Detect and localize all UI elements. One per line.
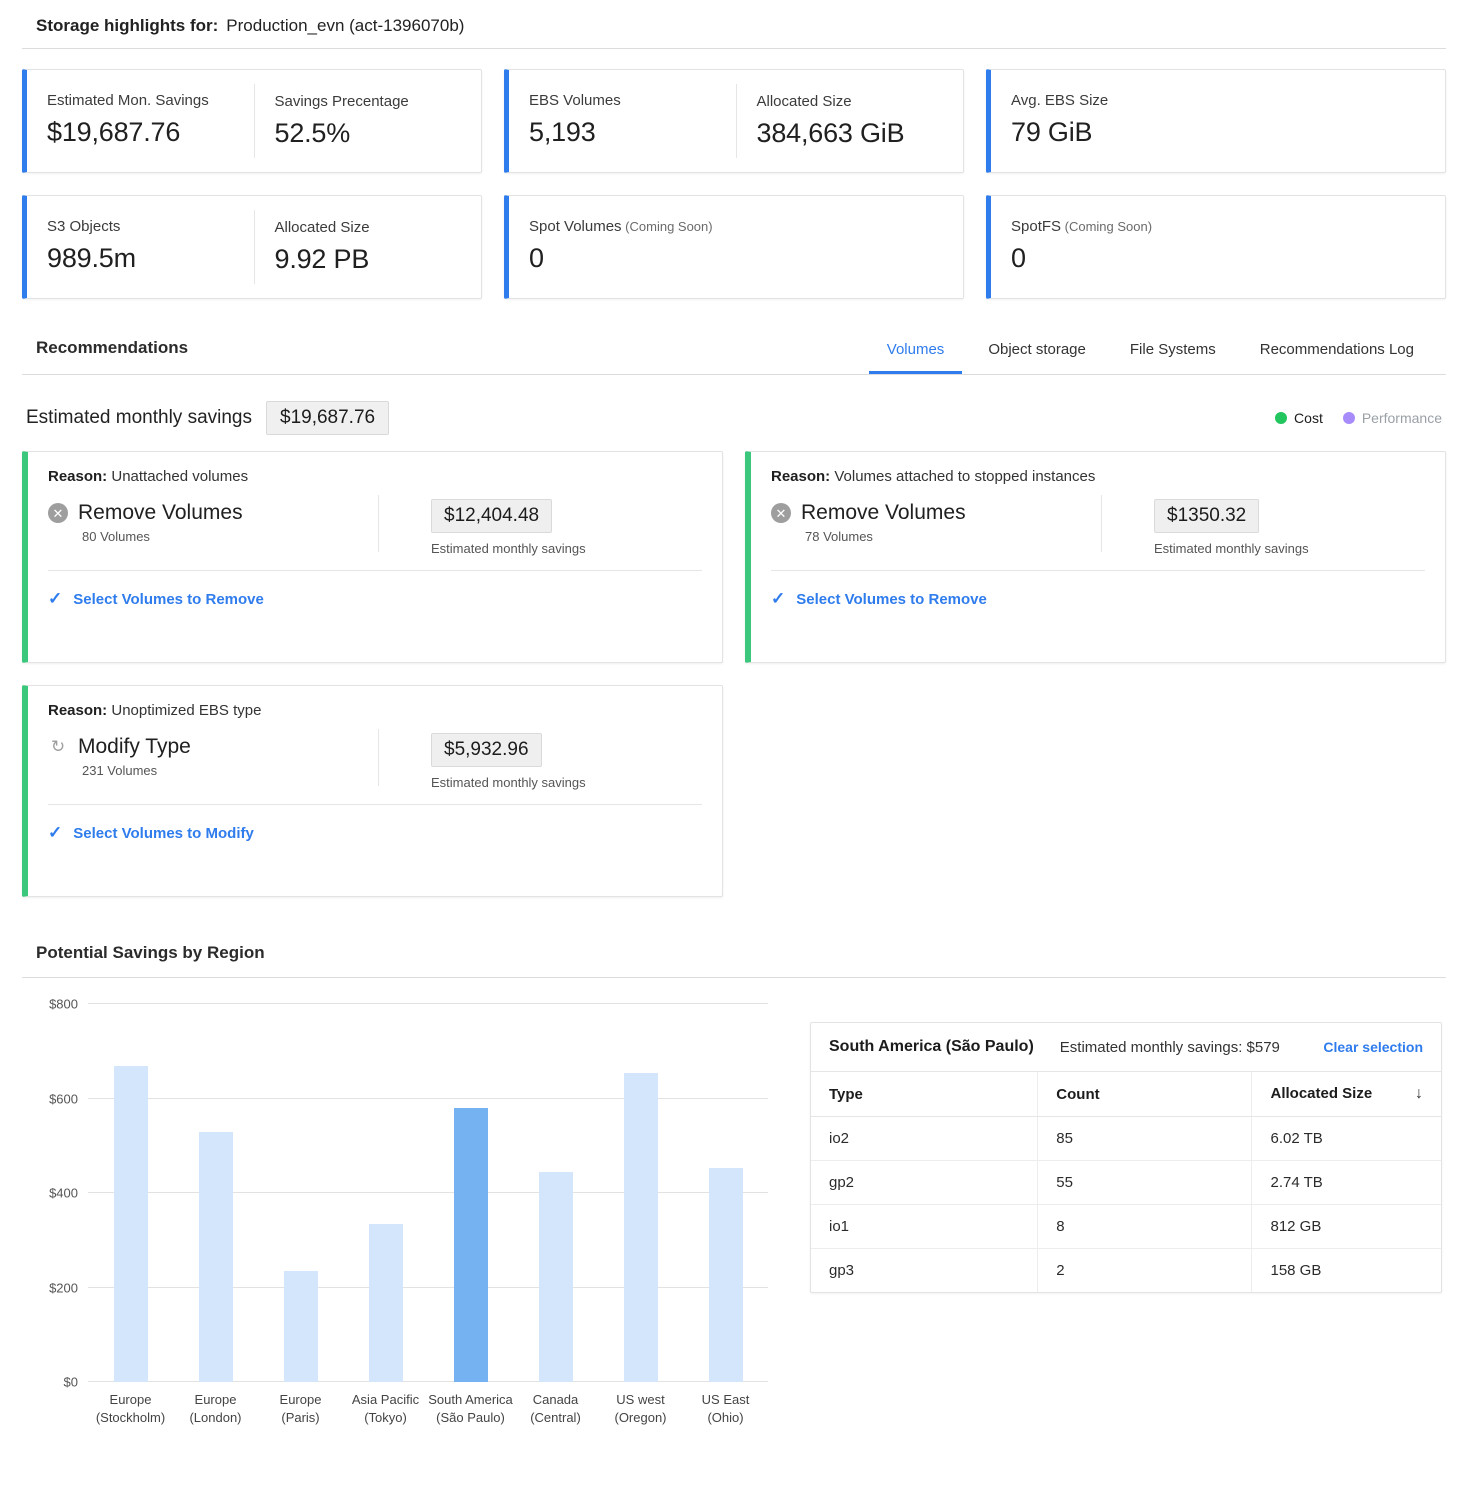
chart-bar-slot[interactable] — [88, 1004, 173, 1382]
remove-circle-icon: ✕ — [771, 503, 791, 523]
recommendation-savings — [379, 491, 702, 556]
cell-type: io1 — [811, 1205, 1038, 1249]
legend-label: Performance — [1361, 410, 1442, 426]
region-section-body — [22, 996, 1446, 1426]
sort-descending-icon[interactable]: ↓ — [1415, 1085, 1423, 1102]
chart-x-tick-label — [88, 1391, 173, 1426]
recommendation-action-title: Modify Type — [78, 735, 191, 758]
recommendation-volume-count: 80 Volumes — [82, 529, 150, 544]
kpi-value: 0 — [1011, 243, 1026, 273]
check-icon: ✓ — [771, 589, 786, 608]
legend-item-performance[interactable] — [1343, 410, 1442, 426]
kpi-value: 0 — [529, 243, 544, 273]
kpi-label: Estimated Mon. Savings — [47, 92, 209, 109]
chart-x-tick-label-line: South America — [428, 1392, 513, 1407]
chart-y-tick-label: $200 — [49, 1280, 78, 1295]
recommendation-select-link[interactable] — [771, 589, 1425, 609]
recommendation-cards — [22, 451, 1446, 897]
chart-x-tick-label-line: (Ohio) — [707, 1409, 744, 1425]
kpi-value: 384,663 GiB — [756, 118, 905, 148]
recommendation-card — [22, 685, 723, 897]
region-details-table — [810, 1022, 1442, 1293]
kpi-value: 989.5m — [47, 243, 136, 273]
region-section-title: Potential Savings by Region — [22, 943, 1446, 978]
kpi-value: 5,193 — [529, 117, 596, 147]
column-header-type[interactable]: Type — [811, 1072, 1038, 1117]
table-row[interactable] — [811, 1205, 1441, 1249]
tab-object-storage[interactable]: Object storage — [988, 341, 1086, 358]
recommendation-savings-amount: $12,404.48 — [431, 499, 552, 533]
chart-y-tick-label: $600 — [49, 1091, 78, 1106]
kpi-label-note: (Coming Soon) — [1061, 219, 1153, 234]
recommendation-select-link-label: Select Volumes to Remove — [796, 590, 987, 608]
remove-circle-icon: ✕ — [48, 503, 68, 523]
recommendation-reason-text: Volumes attached to stopped instances — [830, 468, 1096, 485]
recommendation-savings-amount: $1350.32 — [1154, 499, 1259, 533]
kpi-metric — [254, 210, 482, 284]
recommendation-reason-label: Reason: — [48, 702, 108, 719]
recommendations-tabs — [869, 333, 1432, 374]
chart-x-tick-label-line: Europe — [109, 1392, 152, 1407]
chart-x-tick-label — [598, 1391, 683, 1426]
recommendation-reason — [48, 468, 702, 485]
tab-volumes[interactable]: Volumes — [869, 333, 963, 374]
chart-x-tick-label-line: US East — [701, 1392, 750, 1407]
chart-bar-slot[interactable] — [428, 1004, 513, 1382]
recommendation-action-title: Remove Volumes — [78, 501, 243, 524]
kpi-card — [504, 69, 964, 173]
chart-bar-slot[interactable] — [173, 1004, 258, 1382]
kpi-metric — [509, 70, 736, 172]
page-header — [22, 0, 1446, 49]
recommendation-reason — [48, 702, 702, 719]
cell-allocated-size: 812 GB — [1252, 1205, 1441, 1249]
account-name: Production_evn (act-1396070b) — [226, 16, 465, 35]
volume-types-table — [811, 1072, 1441, 1292]
recommendation-select-link[interactable] — [48, 823, 702, 843]
chart-bar[interactable] — [454, 1108, 488, 1382]
kpi-metric — [254, 84, 482, 158]
tab-recommendations-log[interactable]: Recommendations Log — [1259, 341, 1414, 358]
chart-x-tick-label-line: (Stockholm) — [95, 1409, 166, 1425]
kpi-card — [504, 195, 964, 299]
recommendation-action-title: Remove Volumes — [801, 501, 966, 524]
kpi-card — [986, 195, 1446, 299]
recommendation-reason-text: Unattached volumes — [107, 468, 249, 485]
chart-x-tick-label-line: (London) — [189, 1409, 242, 1425]
chart-bar-slot[interactable] — [343, 1004, 428, 1382]
chart-plot-area — [49, 996, 768, 1390]
cell-type: gp3 — [811, 1249, 1038, 1293]
recommendation-savings — [379, 725, 702, 790]
chart-bar-slot[interactable] — [683, 1004, 768, 1382]
recommendation-action — [48, 725, 378, 790]
region-details-header — [811, 1023, 1441, 1072]
selected-region-savings: Estimated monthly savings: $579 — [1059, 1038, 1280, 1056]
recommendation-card — [22, 451, 723, 663]
recommendation-savings-sublabel: Estimated monthly savings — [431, 775, 586, 790]
chart-bar[interactable] — [539, 1172, 573, 1382]
chart-x-axis-labels — [88, 1391, 768, 1426]
chart-x-tick-label-line: (Oregon) — [614, 1409, 667, 1425]
legend-item-cost[interactable] — [1275, 410, 1323, 426]
kpi-value: $19,687.76 — [47, 117, 181, 147]
legend-dot-icon — [1343, 412, 1355, 424]
table-row[interactable] — [811, 1249, 1441, 1293]
kpi-label: Allocated Size — [756, 93, 852, 110]
chart-bar[interactable] — [199, 1132, 233, 1382]
chart-x-tick-label-line: Asia Pacific — [351, 1392, 420, 1407]
kpi-card — [22, 195, 482, 299]
table-row[interactable] — [811, 1161, 1441, 1205]
recommendation-reason-text: Unoptimized EBS type — [107, 702, 262, 719]
chart-bar[interactable] — [624, 1073, 658, 1382]
kpi-metric — [27, 196, 254, 298]
cell-count: 2 — [1038, 1249, 1252, 1293]
kpi-label: Savings Precentage — [274, 93, 409, 110]
recommendation-action — [48, 491, 378, 556]
recommendations-title: Recommendations — [36, 338, 189, 357]
kpi-metric — [736, 84, 964, 158]
refresh-icon: ↻ — [50, 737, 66, 756]
table-row[interactable] — [811, 1117, 1441, 1161]
chart-x-tick-label — [173, 1391, 258, 1426]
kpi-value: 9.92 PB — [274, 244, 370, 274]
kpi-card — [22, 69, 482, 173]
page-title: Storage highlights for: — [36, 16, 219, 35]
recommendation-volume-count: 78 Volumes — [805, 529, 873, 544]
chart-x-tick-label — [343, 1391, 428, 1426]
kpi-value: 79 GiB — [1011, 117, 1093, 147]
chart-x-tick-label-line: (Tokyo) — [364, 1409, 407, 1425]
chart-x-tick-label-line: Canada — [532, 1392, 579, 1407]
check-icon: ✓ — [48, 589, 63, 608]
chart-y-tick-label: $400 — [49, 1185, 78, 1201]
chart-bar[interactable] — [369, 1224, 403, 1382]
chart-bar[interactable] — [709, 1168, 743, 1383]
kpi-label: Avg. EBS Size — [1011, 92, 1109, 109]
chart-bar[interactable] — [284, 1271, 318, 1383]
chart-x-tick-label — [258, 1391, 343, 1426]
table-header-row — [811, 1072, 1441, 1117]
chart-y-tick-label: $800 — [49, 996, 78, 1012]
kpi-label: SpotFS (Coming Soon) — [1011, 218, 1153, 235]
kpi-metric — [991, 196, 1445, 298]
savings-by-region-chart — [26, 996, 768, 1426]
tab-file-systems[interactable]: File Systems — [1129, 341, 1216, 358]
recommendation-action-line — [48, 735, 378, 759]
cell-count: 85 — [1038, 1117, 1252, 1161]
chart-x-tick-label — [513, 1391, 598, 1426]
recommendation-action-line — [771, 501, 1101, 525]
kpi-label: Allocated Size — [274, 219, 370, 236]
recommendation-savings-sublabel: Estimated monthly savings — [1154, 541, 1309, 556]
chart-x-tick-label-line: Europe — [194, 1392, 237, 1407]
chart-bar-slot[interactable] — [598, 1004, 683, 1382]
kpi-metric — [27, 70, 254, 172]
kpi-label: EBS Volumes — [529, 92, 621, 109]
recommendation-card — [745, 451, 1446, 663]
chart-bar[interactable] — [114, 1066, 148, 1382]
chart-x-tick-label — [683, 1391, 768, 1426]
kpi-card — [986, 69, 1446, 173]
estimated-savings-label: Estimated monthly savings — [26, 407, 252, 428]
recommendation-body — [48, 491, 702, 571]
recommendation-savings-sublabel: Estimated monthly savings — [431, 541, 586, 556]
kpi-grid — [22, 69, 1446, 299]
selected-region-name: South America (São Paulo) — [829, 1038, 1034, 1055]
recommendations-bar — [22, 333, 1446, 375]
estimated-savings-value: $19,687.76 — [266, 401, 389, 435]
recommendation-savings-amount: $5,932.96 — [431, 733, 542, 767]
chart-bars — [88, 1004, 768, 1382]
column-header-allocated-size-label: Allocated Size — [1270, 1085, 1373, 1102]
cell-allocated-size: 158 GB — [1270, 1262, 1322, 1279]
cell-count: 55 — [1038, 1161, 1252, 1205]
column-header-allocated-size[interactable] — [1252, 1072, 1441, 1117]
chart-x-tick-label-line: US west — [616, 1392, 665, 1407]
recommendation-reason-label: Reason: — [48, 468, 108, 485]
recommendation-action-line — [48, 501, 378, 525]
recommendation-body — [48, 725, 702, 805]
recommendation-action — [771, 491, 1101, 556]
recommendation-body — [771, 491, 1425, 571]
cell-type: gp2 — [811, 1161, 1038, 1205]
legend-dot-icon — [1275, 412, 1287, 424]
recommendation-select-link-label: Select Volumes to Modify — [73, 824, 254, 842]
cell-allocated-size: 6.02 TB — [1252, 1117, 1441, 1161]
chart-y-tick-label: $0 — [63, 1374, 78, 1390]
recommendation-volume-count: 231 Volumes — [82, 763, 158, 778]
legend — [1275, 410, 1442, 426]
recommendation-select-link[interactable] — [48, 589, 702, 609]
legend-label: Cost — [1294, 410, 1323, 426]
chart-x-tick-label-line: Europe — [279, 1392, 322, 1407]
chart-x-tick-label — [428, 1391, 513, 1426]
column-header-count[interactable]: Count — [1038, 1072, 1252, 1117]
recommendation-reason-label: Reason: — [771, 468, 831, 485]
kpi-label: S3 Objects — [47, 218, 121, 235]
savings-row — [22, 401, 1446, 435]
cell-count: 8 — [1038, 1205, 1252, 1249]
recommendation-select-link-label: Select Volumes to Remove — [73, 590, 264, 608]
kpi-metric — [991, 70, 1445, 172]
chart-bar-slot[interactable] — [513, 1004, 598, 1382]
check-icon: ✓ — [48, 823, 63, 842]
kpi-value: 52.5% — [274, 118, 351, 148]
kpi-label-note: (Coming Soon) — [621, 219, 713, 234]
cell-type: io2 — [811, 1117, 1038, 1161]
chart-bar-slot[interactable] — [258, 1004, 343, 1382]
kpi-label: Spot Volumes (Coming Soon) — [529, 218, 713, 235]
clear-selection-link[interactable]: Clear selection — [1323, 1039, 1423, 1055]
chart-x-tick-label-line: (Central) — [530, 1409, 581, 1425]
kpi-metric — [509, 196, 963, 298]
chart-x-tick-label-line: (Paris) — [281, 1409, 320, 1425]
cell-allocated-size: 2.74 TB — [1252, 1161, 1441, 1205]
recommendation-reason — [771, 468, 1425, 485]
chart-x-tick-label-line: (São Paulo) — [436, 1409, 505, 1425]
recommendation-savings — [1102, 491, 1425, 556]
